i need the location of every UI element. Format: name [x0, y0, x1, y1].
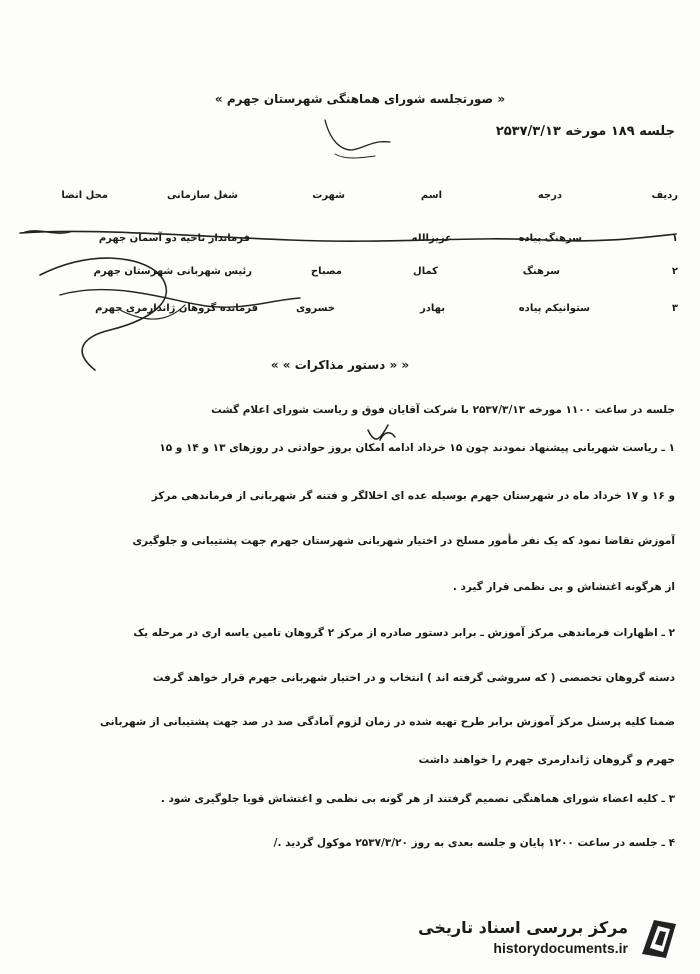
member-position: فرمانده گروهان ژاندارمری جهرم [95, 303, 258, 314]
member-name: عزیزالله [411, 233, 452, 244]
member-no: ۲ [671, 266, 678, 277]
member-no: ۱ [671, 233, 678, 244]
member-position: فرماندار ناحیه دو آسمان جهرم [98, 233, 250, 244]
member-row [0, 233, 700, 247]
meeting-line: جلسه ۱۸۹ مورخه ۲۵۳۷/۳/۱۳ [495, 124, 675, 139]
watermark [418, 912, 688, 964]
item-4-line-1: ۴ ـ جلسه در ساعت ۱۲۰۰ پایان و جلسه بعدی به روز ۲۵۳۷/۳/۲۰ موکول گردید ./ [273, 837, 675, 849]
item-2-line-3: ضمنا کلیه پرسنل مرکز آموزش برابر طرح تهیه شده در زمان لزوم آمادگی صد در صد جهت پشتیبانی از شهربانی [99, 716, 675, 728]
watermark-url: historydocuments.ir [493, 940, 628, 956]
item-1-line-3: آموزش تقاضا نمود که یک نفر مأمور مسلح در اختیار شهربانی شهرستان جهرم جهت پشتیبانی و جلوگیری [132, 535, 675, 547]
header-name: اسم [420, 190, 442, 201]
header-row [0, 190, 700, 204]
header-surname: شهرت [312, 190, 345, 201]
member-row [0, 303, 700, 317]
header-position: شغل سازمانی [166, 190, 238, 201]
member-surname: مصباح [310, 266, 342, 277]
member-position: رئیس شهربانی شهرستان جهرم [93, 266, 252, 277]
check-mark [368, 425, 395, 440]
item-2-line-4: جهرم و گروهان ژاندارمری جهرم را خواهند داشت [418, 754, 675, 766]
item-1-line-2: و ۱۶ و ۱۷ خرداد ماه در شهرستان جهرم بوسیله عده ای اخلالگر و فتنه گر شهربانی از فرماندهی مرکز [151, 490, 675, 502]
item-1-line-4: از هرگونه اغتشاش و بی نظمی قرار گیرد . [452, 581, 675, 593]
archive-logo-icon [638, 914, 684, 960]
member-rank: سرهنگ [522, 266, 560, 277]
header-rank: درجه [537, 190, 562, 201]
item-1-line-1: ۱ ـ ریاست شهربانی پیشنهاد نمودند چون ۱۵ خرداد ادامه امکان بروز حوادثی در روزهای ۱۳ و ۱۴ و ۱۵ [159, 442, 675, 454]
member-no: ۳ [671, 303, 678, 314]
member-rank: ستوانیکم پیاده [518, 303, 590, 314]
item-2-line-1: ۲ ـ اظهارات فرماندهی مرکز آموزش ـ برابر دستور صادره از مرکز ۲ گروهان تامین یاسه اری در مرحله یک [133, 627, 675, 639]
intro-line: جلسه در ساعت ۱۱۰۰ مورخه ۲۵۳۷/۳/۱۳ با شرکت آقایان فوق و ریاست شورای اعلام گشت [211, 404, 675, 416]
member-surname: خسروی [296, 303, 335, 314]
member-name: کمال [413, 266, 438, 277]
section-title: « « دستور مذاکرات » » [270, 358, 410, 372]
watermark-name: مرکز بررسی اسناد تاریخی [418, 918, 628, 937]
item-3-line-1: ۳ ـ کلیه اعضاء شورای هماهنگی تصمیم گرفتند از هر گونه بی نظمی و اغتشاش قویا جلوگیری شود . [160, 793, 675, 805]
member-row [0, 266, 700, 280]
header-no: ردیف [651, 190, 678, 201]
member-rank: سرهنگ پیاده [518, 233, 582, 244]
document-title: « صورتجلسه شورای هماهنگی شهرستان جهرم » [214, 92, 506, 106]
header-signature: محل انضا [61, 190, 108, 201]
member-name: بهادر [420, 303, 445, 314]
scribble-mark [325, 120, 390, 150]
item-2-line-2: دسته گروهان تخصصی ( که سروشی گرفته اند ) انتخاب و در اختیار شهربانی جهرم قرار خواهد گرفت [152, 672, 675, 684]
